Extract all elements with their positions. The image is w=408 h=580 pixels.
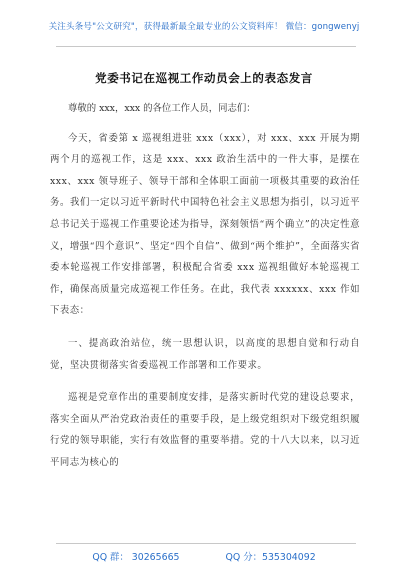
- document-body: [50, 98, 360, 485]
- document-title: 党委书记在巡视工作动员会上的表态发言: [95, 71, 313, 85]
- paragraph-1: 今天，省委第 x 巡视组进驻 xxx（xxx），对 xxx、xxx 开展为期两个月的巡视工作，这是 xxx、xxx 政治生活中的一件大事，是摆在 xxx、xxx 领导班子、领导干部和全体职工面前一项极其重要的政治任务。我们一定以习近平新时代中国特色社会主义思想为指引，以习近平总书记关于巡视工作重要论述为指导，深刻领悟“两个确立”的决定性意义，增强“四个意识”、坚定“四个自信”、做到“两个维护”，全面落实省委本轮巡视工作安排部署，积极配合省委 xxx 巡视组做好本轮巡视工作，确保高质量完成巡视工作任务。在此，我代表 xxxxxx、xxx 作如下表态：: [50, 132, 360, 317]
- salutation: 尊敬的 xxx，xxx 的各位工作人员，同志们：: [68, 103, 256, 114]
- footer-divider: [56, 543, 356, 544]
- paragraph-3: 巡视是党章作出的重要制度安排，是落实新时代党的建设总要求，落实全面从严治党政治责任的重要手段，是上级党组织对下级党组织履行党的领导职能，实行有效监督的重要举措。党的十八大以来，以习近平同志为核心的: [50, 392, 360, 468]
- footer-contacts: [0, 549, 408, 563]
- qq-group-1: QQ 群： 30265665: [92, 552, 180, 563]
- qq-group-2: QQ 分：535304092: [225, 552, 316, 563]
- promo-header: 关注头条号"公文研究"，获得最新最全最专业的公文资料库！ 微信：gongwenyj: [48, 22, 360, 32]
- header-divider: [56, 46, 356, 47]
- paragraph-2: 一、提高政治站位，统一思想认识，以高度的思想自觉和行动自觉，坚决贯彻落实省委巡视工作部署和工作要求。: [50, 337, 360, 371]
